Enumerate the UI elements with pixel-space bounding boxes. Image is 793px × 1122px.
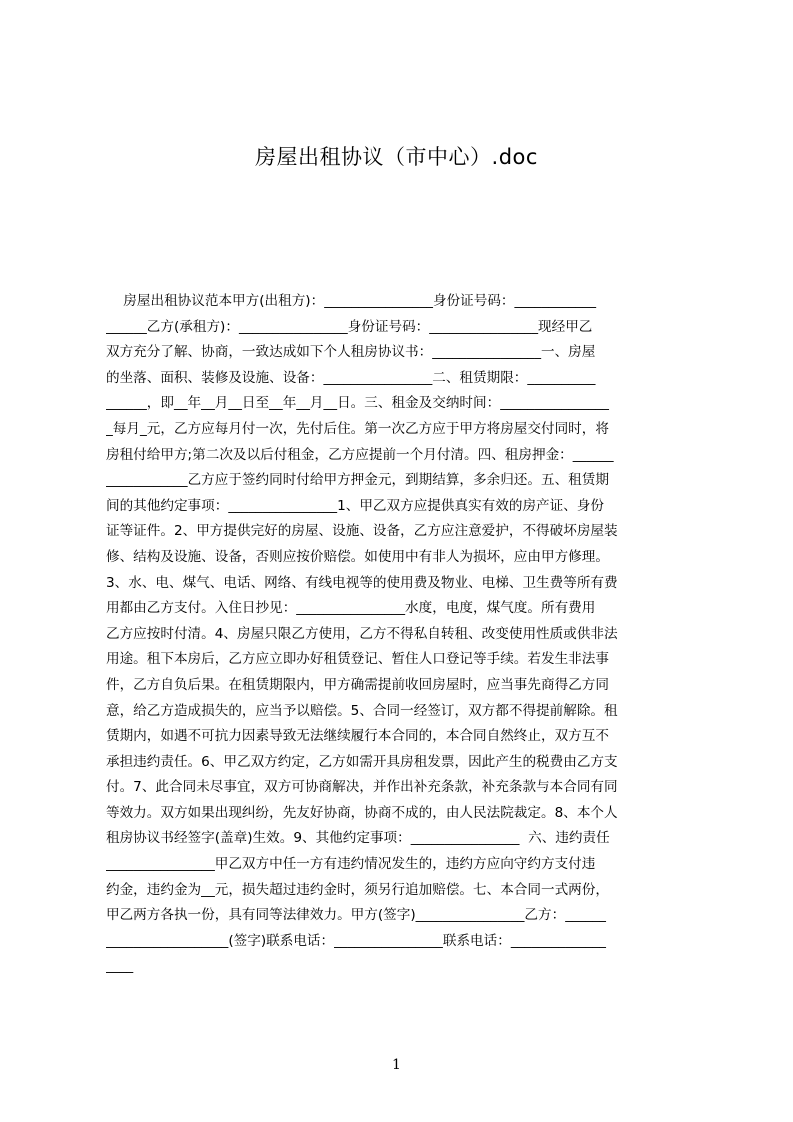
text-line: 证等证件。2、甲方提供完好的房屋、设施、设备，乙方应注意爱护，不得破坏房屋装 (106, 523, 618, 540)
document-title: 房屋出租协议（市中心）.doc (255, 145, 538, 169)
text-line: _每月_元，乙方应每月付一次，先付后住。第一次乙方应于甲方将房屋交付同时，将 (106, 420, 609, 437)
text-line: 房屋出租协议范本甲方(出租方)：________________身份证号码：____________ (106, 293, 597, 309)
text-line: 3、水、电、煤气、电话、网络、有线电视等的使用费及物业、电梯、卫生费等所有费 (106, 574, 618, 591)
text-line: 赁期内，如遇不可抗力因素导致无法继续履行本合同的，本合同自然终止，双方互不 (106, 728, 609, 745)
text-line: ____ (106, 958, 134, 975)
text-line: 甲乙两方各执一份，具有同等法律效力。甲方(签字)________________乙方：______ (106, 907, 606, 924)
text-line: 双方充分了解、协商，一致达成如下个人租房协议书：________________一、房屋 (106, 344, 596, 361)
text-line: 约金，违约金为__元，损失超过违约金时，须另行追加赔偿。七、本合同一式两份， (106, 881, 609, 898)
text-line: 间的其他约定事项：________________1、甲乙双方应提供真实有效的房产证、身份 (106, 497, 605, 514)
text-line: 件，乙方自负后果。在租赁期限内，甲方确需提前收回房屋时，应当事先商得乙方同 (106, 676, 609, 693)
agreement-body (106, 289, 698, 1009)
text-line: 承担违约责任。6、甲乙双方约定，乙方如需开具房租发票，因此产生的税费由乙方支 (106, 753, 618, 770)
text-line: 用都由乙方支付。入住日抄见：________________水度，电度，煤气度。所有费用 (106, 600, 596, 617)
text-line: 租房协议书经签字(盖章)生效。9、其他约定事项：________________ 六、违约责任 (106, 830, 610, 847)
text-line: ____________乙方应于签约同时付给甲方押金元，到期结算，多余归还。五、租赁期 (106, 472, 609, 489)
text-line: 的坐落、面积、装修及设施、设备：________________二、租赁期限：__________ (106, 369, 596, 386)
text-line: 乙方应按时付清。4、房屋只限乙方使用，乙方不得私自转租、改变使用性质或供非法 (106, 625, 618, 642)
text-line: 用途。租下本房后，乙方应立即办好租赁登记、暂住人口登记等手续。若发生非法事 (106, 651, 609, 668)
text-line: 修、结构及设施、设备，否则应按价赔偿。如使用中有非人为损坏，应由甲方修理。 (106, 548, 609, 565)
text-line: 房租付给甲方;第二次及以后付租金，乙方应提前一个月付清。四、租房押金：______ (106, 446, 614, 463)
text-line: 付。7、此合同未尽事宜，双方可协商解决，并作出补充条款，补充条款与本合同有同 (106, 779, 618, 796)
text-line: ________________甲乙双方中任一方有违约情况发生的，违约方应向守约方支付违 (106, 856, 596, 873)
text-line: __________________(签字)联系电话：________________联系电话：______________ (106, 932, 606, 949)
text-line: ______，即__年__月__日至__年__月__日。三、租金及交纳时间：________________ (106, 395, 609, 412)
text-line: 意，给乙方造成损失的，应当予以赔偿。5、合同一经签订，双方都不得提前解除。租 (106, 702, 618, 719)
text-line: 等效力。双方如果出现纠纷，先友好协商，协商不成的，由人民法院裁定。8、本个人 (106, 804, 618, 821)
page-number: 1 (392, 1057, 401, 1073)
text-line: ______乙方(承租方)：________________身份证号码：________________现经甲乙 (106, 318, 593, 335)
